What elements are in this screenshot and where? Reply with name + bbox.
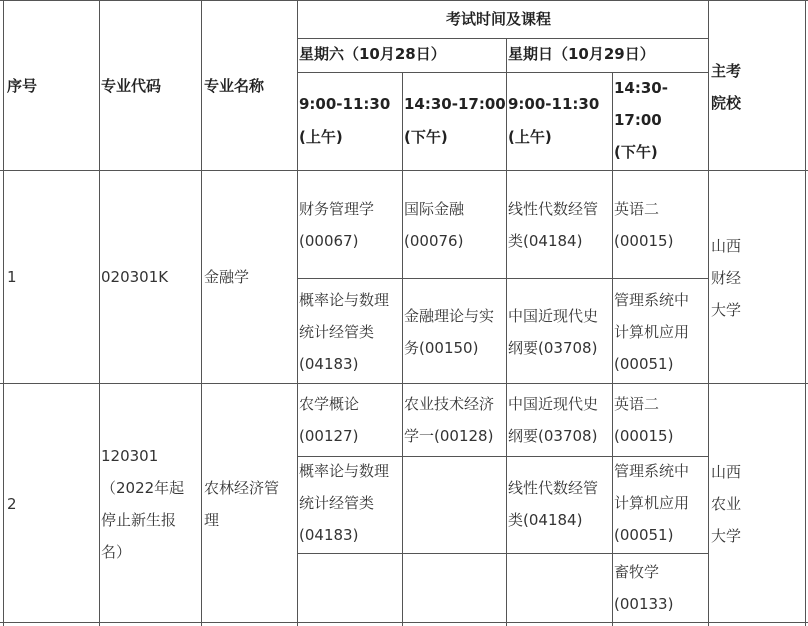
row-2-course: 畜牧学 bbox=[614, 563, 660, 581]
header-slot-sun-pm: 14:30- bbox=[614, 79, 668, 97]
row-1-course: (00067) bbox=[299, 232, 359, 250]
grid-line bbox=[0, 170, 808, 171]
row-2-course: 类(04184) bbox=[508, 511, 583, 529]
row-2-code: 名） bbox=[101, 543, 132, 561]
header-slot-sun-pm-time: 17:00 bbox=[614, 111, 662, 129]
row-2-course: (00015) bbox=[614, 427, 674, 445]
header-sunday: 星期日（10月29日） bbox=[508, 45, 655, 63]
header-saturday: 星期六（10月28日） bbox=[299, 45, 446, 63]
row-1-course: 纲要(03708) bbox=[508, 339, 598, 357]
row-2-name: 农林经济管 bbox=[204, 479, 280, 497]
row-2-course: 计算机应用 bbox=[614, 494, 690, 512]
row-1-name: 金融学 bbox=[204, 268, 250, 286]
row-1-school: 大学 bbox=[711, 301, 742, 319]
row-2-name: 理 bbox=[204, 511, 220, 529]
grid-line bbox=[506, 38, 507, 626]
header-major-name: 专业名称 bbox=[204, 77, 265, 95]
header-slot-sat-pm-label: (下午) bbox=[404, 128, 448, 146]
header-exam-schedule: 考试时间及课程 bbox=[446, 10, 552, 28]
row-1-course: 概率论与数理 bbox=[299, 291, 390, 309]
row-2-code: 120301 bbox=[101, 447, 159, 465]
grid-line bbox=[402, 72, 403, 626]
row-1-course: 财务管理学 bbox=[299, 200, 375, 218]
row-2-course: 概率论与数理 bbox=[299, 462, 390, 480]
row-2-school: 山西 bbox=[711, 463, 742, 481]
row-1-course: (00051) bbox=[614, 355, 674, 373]
row-1-course: 统计经管类 bbox=[299, 323, 375, 341]
row-1-code: 020301K bbox=[101, 268, 169, 286]
header-seq: 序号 bbox=[7, 77, 38, 95]
row-2-course: (00127) bbox=[299, 427, 359, 445]
row-1-course: 国际金融 bbox=[404, 200, 465, 218]
header-school-2: 院校 bbox=[711, 94, 742, 112]
row-1-course: (04183) bbox=[299, 355, 359, 373]
row-1-school: 山西 bbox=[711, 237, 742, 255]
row-2-course: 中国近现代史 bbox=[508, 395, 599, 413]
row-1-seq: 1 bbox=[7, 268, 17, 286]
row-1-course: 金融理论与实 bbox=[404, 307, 495, 325]
row-2-course: (00051) bbox=[614, 526, 674, 544]
header-slot-sat-am-label: (上午) bbox=[299, 128, 343, 146]
header-school: 主考 bbox=[711, 62, 742, 80]
row-1-course: (00015) bbox=[614, 232, 674, 250]
grid-line bbox=[297, 0, 298, 626]
row-2-code: （2022年起 bbox=[101, 479, 185, 497]
row-2-course: 农学概论 bbox=[299, 395, 360, 413]
header-slot-sun-pm-label: (下午) bbox=[614, 143, 658, 161]
row-1-course: 类(04184) bbox=[508, 232, 583, 250]
row-2-school: 大学 bbox=[711, 527, 742, 545]
row-2-course: 统计经管类 bbox=[299, 494, 375, 512]
grid-line bbox=[708, 0, 709, 626]
grid-line bbox=[201, 0, 202, 626]
header-slot-sun-am-label: (上午) bbox=[508, 128, 552, 146]
header-slot-sat-pm: 14:30-17:00 bbox=[404, 95, 506, 113]
row-2-school: 农业 bbox=[711, 495, 742, 513]
table-border-left bbox=[3, 0, 4, 626]
row-2-course: 学一(00128) bbox=[404, 427, 494, 445]
row-2-course: 英语二 bbox=[614, 395, 660, 413]
row-1-course: (00076) bbox=[404, 232, 464, 250]
row-1-school: 财经 bbox=[711, 269, 742, 287]
grid-line bbox=[297, 553, 708, 554]
grid-line bbox=[297, 278, 708, 279]
row-2-course: 农业技术经济 bbox=[404, 395, 495, 413]
table-border-bottom bbox=[0, 622, 808, 623]
grid-line bbox=[612, 72, 613, 626]
grid-line bbox=[99, 0, 100, 626]
row-2-course: (00133) bbox=[614, 595, 674, 613]
row-2-course: 管理系统中 bbox=[614, 462, 690, 480]
row-1-course: 计算机应用 bbox=[614, 323, 690, 341]
header-major-code: 专业代码 bbox=[101, 77, 162, 95]
table-border-right bbox=[805, 0, 806, 626]
row-2-course: 纲要(03708) bbox=[508, 427, 598, 445]
row-2-code: 停止新生报 bbox=[101, 511, 177, 529]
header-slot-sat-am: 9:00-11:30 bbox=[299, 95, 391, 113]
row-1-course: 中国近现代史 bbox=[508, 307, 599, 325]
row-1-course: 线性代数经管 bbox=[508, 200, 599, 218]
row-2-seq: 2 bbox=[7, 495, 17, 513]
grid-line bbox=[0, 383, 808, 384]
row-1-course: 英语二 bbox=[614, 200, 660, 218]
row-1-course: 务(00150) bbox=[404, 339, 479, 357]
table-border-top bbox=[0, 0, 808, 1]
row-2-course: (04183) bbox=[299, 526, 359, 544]
header-slot-sun-am: 9:00-11:30 bbox=[508, 95, 600, 113]
row-1-course: 管理系统中 bbox=[614, 291, 690, 309]
row-2-course: 线性代数经管 bbox=[508, 479, 599, 497]
